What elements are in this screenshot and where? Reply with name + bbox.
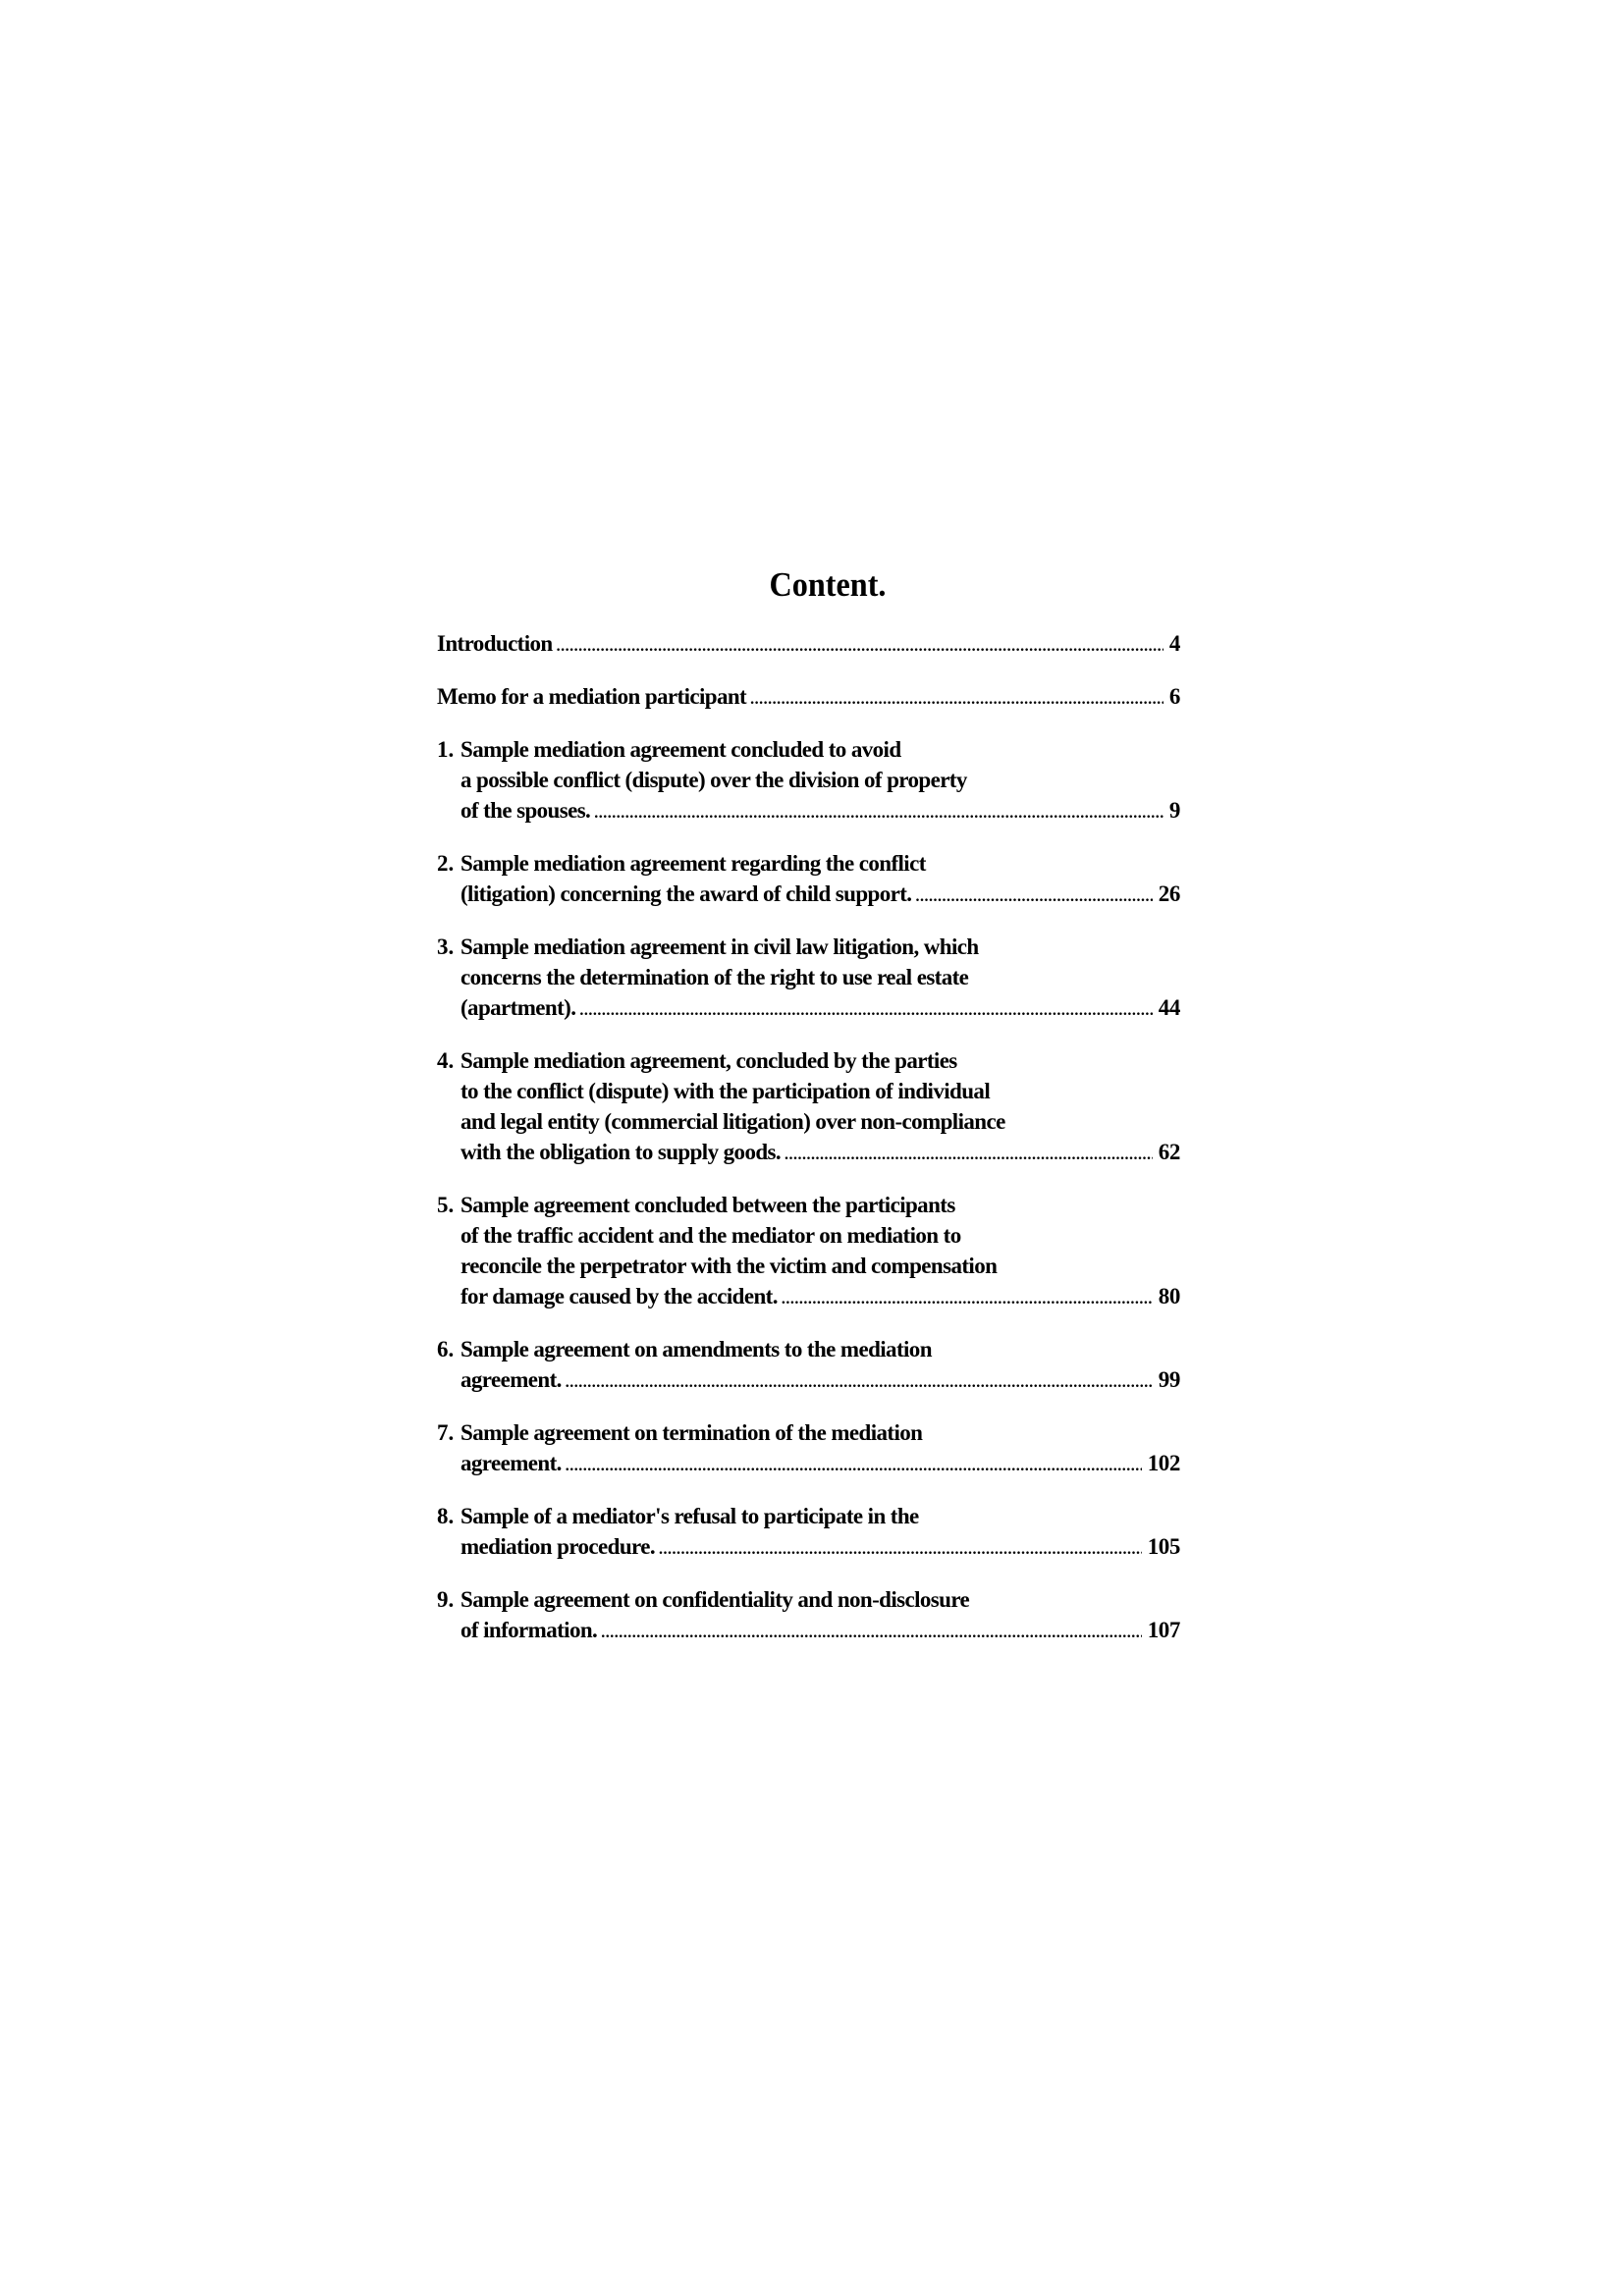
toc-entry-number: 5. (437, 1193, 455, 1217)
toc-entry[interactable] (437, 932, 1180, 1023)
toc-entry-text: with the obligation to supply goods. (460, 1140, 782, 1164)
toc-entry-text: Sample agreement on termination of the mediation (460, 1420, 923, 1445)
toc-entry-number: 7. (437, 1420, 455, 1445)
toc-entry-line (437, 765, 1180, 795)
dot-leader (750, 684, 1164, 715)
toc-entry-text: of information. (460, 1618, 598, 1642)
toc-entry[interactable] (437, 1417, 1180, 1478)
toc-entry[interactable] (437, 681, 1180, 712)
toc-entry-line (437, 628, 1180, 659)
toc-entry-text: Sample agreement on amendments to the mediation (460, 1337, 932, 1362)
toc-page-number: 99 (1158, 1367, 1180, 1392)
toc-entry-text: agreement. (460, 1451, 562, 1475)
dot-leader (594, 798, 1164, 828)
toc-entry-text: Sample mediation agreement regarding the conflict (460, 851, 926, 876)
toc-entry-line (437, 1281, 1180, 1311)
toc-entry-text: Sample agreement on confidentiality and non-disclosure (460, 1587, 970, 1612)
page-title: Content. (769, 565, 887, 604)
table-of-contents (437, 628, 1180, 1668)
toc-entry[interactable] (437, 734, 1180, 826)
toc-entry[interactable] (437, 848, 1180, 909)
toc-entry-line (437, 1448, 1180, 1478)
toc-page-number: 4 (1168, 631, 1180, 656)
dot-leader (566, 1451, 1142, 1481)
toc-page-number: 102 (1147, 1451, 1180, 1475)
toc-entry-line (437, 795, 1180, 826)
toc-entry-line (437, 992, 1180, 1023)
dot-leader (579, 995, 1152, 1026)
toc-entry[interactable] (437, 1045, 1180, 1167)
toc-page-number: 80 (1158, 1284, 1180, 1308)
toc-entry-line (437, 1364, 1180, 1395)
toc-page-number: 6 (1168, 684, 1180, 709)
toc-entry-text: (litigation) concerning the award of child support. (460, 881, 912, 906)
toc-page-number: 62 (1158, 1140, 1180, 1164)
toc-entry-line (437, 734, 1180, 765)
dot-leader (785, 1140, 1153, 1170)
toc-entry-text: agreement. (460, 1367, 562, 1392)
toc-entry[interactable] (437, 1334, 1180, 1395)
toc-entry-text: mediation procedure. (460, 1534, 655, 1559)
toc-entry-line (437, 1334, 1180, 1364)
toc-entry-number: 9. (437, 1587, 455, 1612)
toc-entry-number: 8. (437, 1504, 455, 1528)
toc-entry-text: Sample agreement concluded between the participants (460, 1193, 955, 1217)
toc-entry-line (437, 1251, 1180, 1281)
toc-entry-line (437, 1076, 1180, 1106)
toc-entry-text: reconcile the perpetrator with the victim and compensation (460, 1254, 998, 1278)
toc-entry-text: Introduction (437, 631, 553, 656)
toc-entry-line (437, 1106, 1180, 1137)
toc-entry-text: Memo for a mediation participant (437, 684, 747, 709)
toc-entry-line (437, 1501, 1180, 1531)
toc-entry[interactable] (437, 628, 1180, 659)
toc-entry-line (437, 1531, 1180, 1562)
toc-entry-text: of the spouses. (460, 798, 591, 823)
toc-entry-line (437, 1417, 1180, 1448)
toc-entry-text: (apartment). (460, 995, 576, 1020)
toc-page-number: 44 (1158, 995, 1180, 1020)
toc-entry-text: Sample mediation agreement concluded to avoid (460, 737, 901, 762)
dot-leader (782, 1284, 1153, 1314)
toc-entry-text: concerns the determination of the right to use real estate (460, 965, 969, 989)
toc-page-number: 9 (1168, 798, 1180, 823)
toc-page-number: 26 (1158, 881, 1180, 906)
toc-entry-number: 3. (437, 934, 455, 959)
dot-leader (915, 881, 1152, 912)
toc-entry-line (437, 681, 1180, 712)
toc-entry-text: and legal entity (commercial litigation) over non-compliance (460, 1109, 1005, 1134)
toc-entry[interactable] (437, 1501, 1180, 1562)
toc-page-number: 105 (1147, 1534, 1180, 1559)
toc-entry[interactable] (437, 1190, 1180, 1311)
toc-entry-text: to the conflict (dispute) with the participation of individual (460, 1079, 991, 1103)
toc-entry-text: Sample of a mediator's refusal to participate in the (460, 1504, 919, 1528)
toc-entry-number: 4. (437, 1048, 455, 1073)
toc-entry-line (437, 1615, 1180, 1645)
dot-leader (601, 1618, 1141, 1648)
dot-leader (659, 1534, 1142, 1565)
toc-entry-number: 6. (437, 1337, 455, 1362)
toc-entry-line (437, 1190, 1180, 1220)
toc-entry[interactable] (437, 1584, 1180, 1645)
toc-entry-line (437, 1584, 1180, 1615)
toc-entry-line (437, 1045, 1180, 1076)
toc-entry-line (437, 962, 1180, 992)
toc-entry-line (437, 1220, 1180, 1251)
toc-entry-text: of the traffic accident and the mediator on mediation to (460, 1223, 961, 1248)
toc-entry-text: Sample mediation agreement in civil law litigation, which (460, 934, 979, 959)
dot-leader (557, 631, 1164, 662)
toc-entry-number: 1. (437, 737, 455, 762)
toc-entry-number: 2. (437, 851, 455, 876)
toc-entry-text: Sample mediation agreement, concluded by the parties (460, 1048, 957, 1073)
toc-entry-text: for damage caused by the accident. (460, 1284, 778, 1308)
toc-entry-line (437, 879, 1180, 909)
toc-entry-line (437, 848, 1180, 879)
toc-entry-line (437, 932, 1180, 962)
toc-entry-line (437, 1137, 1180, 1167)
toc-entry-text: a possible conflict (dispute) over the division of property (460, 768, 967, 792)
toc-page-number: 107 (1147, 1618, 1180, 1642)
dot-leader (566, 1367, 1153, 1398)
